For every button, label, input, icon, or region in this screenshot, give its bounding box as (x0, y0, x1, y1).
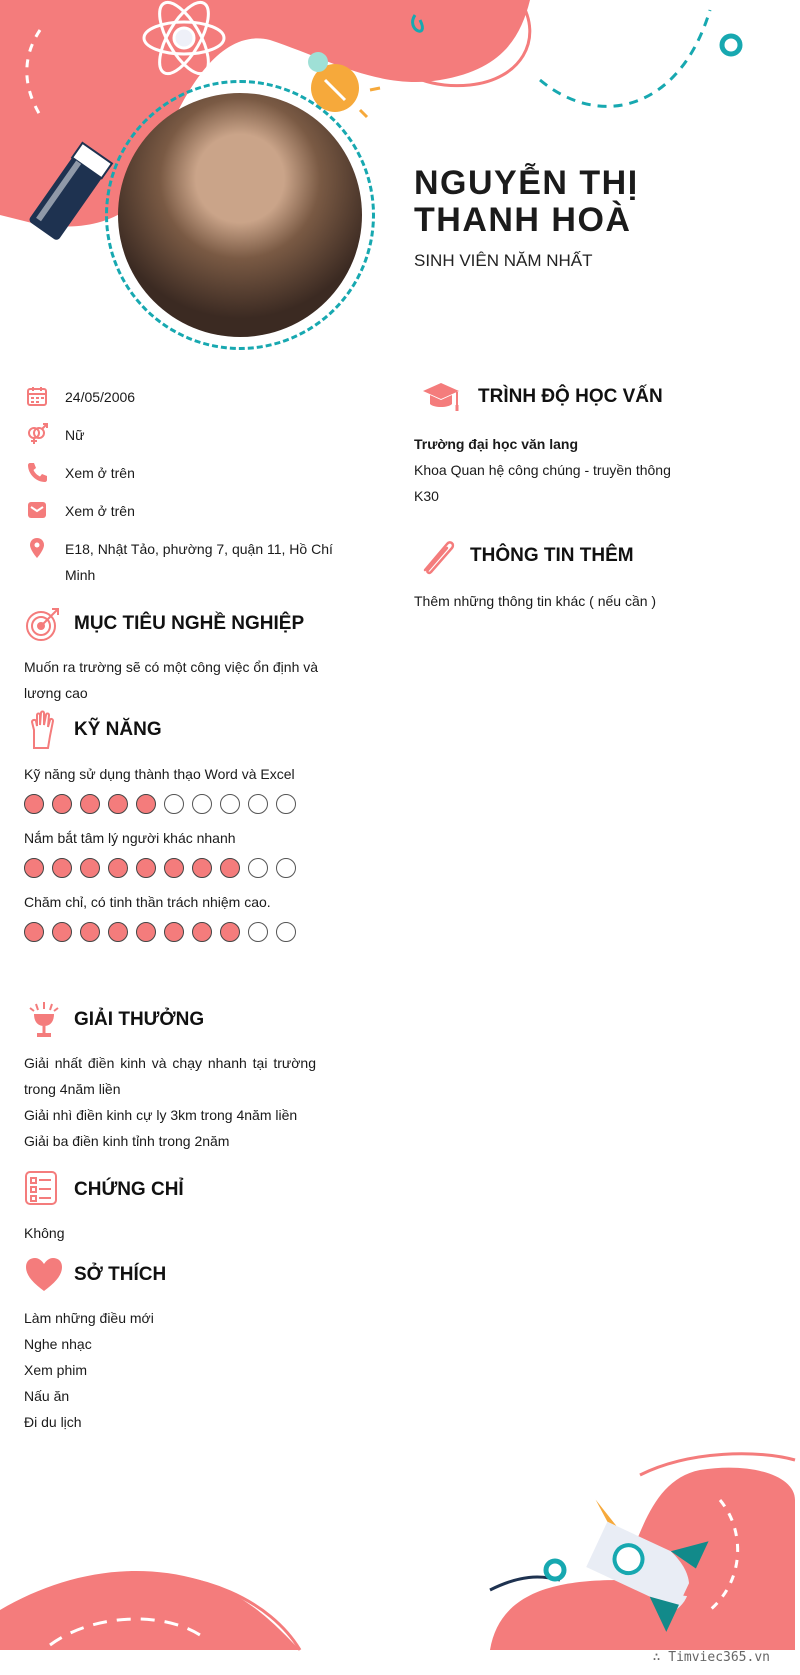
education-section (414, 377, 754, 509)
awards-title: GIẢI THƯỞNG (74, 1009, 205, 1030)
rating-dot-filled (164, 922, 184, 942)
objective-header (24, 604, 324, 644)
rating-dot-filled (108, 794, 128, 814)
heart-icon (24, 1255, 64, 1295)
rating-dot-filled (80, 858, 100, 878)
faculty-name: Khoa Quan hệ công chúng - truyền thông (414, 462, 671, 478)
certificates-section (24, 1170, 324, 1246)
hand-icon (24, 710, 64, 750)
skill-label: Kỹ năng sử dụng thành thạo Word và Excel (24, 766, 295, 782)
rating-dot-filled (52, 858, 72, 878)
checklist-icon (24, 1170, 64, 1210)
contact-list (26, 384, 346, 600)
extra-text: Thêm những thông tin khác ( nếu cần ) (414, 593, 657, 609)
rating-dot-filled (220, 858, 240, 878)
objective-text: Muốn ra trường sẽ có một công việc ổn định và lương cao (24, 659, 319, 701)
skill-rating (24, 794, 324, 814)
bottom-left-blob (0, 1571, 300, 1650)
rating-dot-empty (220, 794, 240, 814)
target-icon (24, 604, 64, 644)
location-icon (26, 537, 48, 559)
contact-item-email (26, 498, 346, 524)
rating-dot-empty (248, 858, 268, 878)
avatar-frame (105, 80, 375, 350)
rating-dot-filled (52, 794, 72, 814)
school-name: Trường đại học văn lang (414, 436, 579, 452)
watermark: ∴ Timviec365.vn (652, 1650, 770, 1665)
contact-item-phone (26, 460, 346, 486)
certificates-text: Không (24, 1225, 65, 1241)
extra-title: THÔNG TIN THÊM (470, 545, 634, 566)
rating-dot-empty (276, 922, 296, 942)
rating-dot-filled (192, 922, 212, 942)
gender-icon (26, 423, 48, 445)
skill-rating (24, 858, 324, 878)
rating-dot-filled (80, 922, 100, 942)
rating-dot-filled (136, 858, 156, 878)
hobby-item: Làm những điều mới (24, 1310, 154, 1326)
awards-section (24, 1000, 316, 1154)
hobby-item: Nghe nhạc (24, 1336, 92, 1352)
rating-dot-empty (248, 922, 268, 942)
rating-dot-filled (108, 858, 128, 878)
rating-dot-filled (136, 794, 156, 814)
skills-header (24, 710, 324, 750)
hobbies-section (24, 1255, 324, 1435)
objective-title: MỤC TIÊU NGHỀ NGHIỆP (74, 613, 305, 634)
skill-label: Nắm bắt tâm lý người khác nhanh (24, 830, 236, 846)
rating-dot-filled (24, 794, 44, 814)
certificates-header (24, 1170, 324, 1210)
gender-text: Nữ (65, 427, 85, 443)
rating-dot-filled (192, 858, 212, 878)
phone-icon (26, 461, 48, 483)
certificates-title: CHỨNG CHỈ (74, 1179, 184, 1200)
rating-dot-filled (164, 858, 184, 878)
skill-label: Chăm chỉ, có tinh thần trách nhiệm cao. (24, 894, 271, 910)
trophy-icon (24, 1000, 64, 1040)
skill-item (24, 764, 324, 814)
rating-dot-empty (192, 794, 212, 814)
email-icon (26, 499, 48, 521)
graduation-cap-icon (414, 377, 468, 417)
calendar-icon (26, 385, 48, 407)
contact-item-gender (26, 422, 346, 448)
rating-dot-filled (80, 794, 100, 814)
skill-rating (24, 922, 324, 942)
education-header (414, 377, 754, 417)
hobby-item: Xem phim (24, 1362, 88, 1378)
contact-item-birthday (26, 384, 346, 410)
extra-header (414, 536, 754, 576)
award-item: Giải nhất điền kinh và chạy nhanh tại trường trong 4năm liền (24, 1055, 316, 1097)
skills-title: KỸ NĂNG (74, 719, 162, 740)
award-item: Giải nhì điền kinh cự ly 3km trong 4năm liền (24, 1107, 298, 1123)
awards-header (24, 1000, 316, 1040)
course-name: K30 (414, 488, 439, 504)
rating-dot-filled (136, 922, 156, 942)
award-item: Giải ba điền kinh tỉnh trong 2năm (24, 1133, 230, 1149)
hobby-item: Nấu ăn (24, 1388, 70, 1404)
extra-section (414, 536, 754, 614)
education-title: TRÌNH ĐỘ HỌC VẤN (478, 386, 663, 407)
address-text: E18, Nhật Tảo, phường 7, quận 11, Hồ Chí Minh (65, 541, 333, 583)
skills-section (24, 710, 324, 942)
contact-item-address (26, 536, 346, 588)
paperclip-icon (414, 536, 460, 576)
rating-dot-filled (52, 922, 72, 942)
hobbies-title: SỞ THÍCH (74, 1264, 167, 1285)
skill-item (24, 828, 324, 878)
rating-dot-empty (248, 794, 268, 814)
skill-item (24, 892, 324, 942)
hobbies-header (24, 1255, 324, 1295)
birthday-text: 24/05/2006 (65, 389, 136, 405)
hobby-item: Đi du lịch (24, 1414, 82, 1430)
phone-text: Xem ở trên (65, 465, 135, 481)
objective-section (24, 604, 324, 706)
rating-dot-empty (164, 794, 184, 814)
rating-dot-empty (276, 858, 296, 878)
rating-dot-empty (276, 794, 296, 814)
rating-dot-filled (24, 858, 44, 878)
candidate-name: NGUYỄN THỊ THANH HOÀ (414, 164, 639, 239)
rating-dot-filled (24, 922, 44, 942)
rating-dot-filled (220, 922, 240, 942)
avatar (118, 93, 362, 337)
rating-dot-filled (108, 922, 128, 942)
candidate-title: SINH VIÊN NĂM NHẤT (414, 251, 593, 270)
email-text: Xem ở trên (65, 503, 135, 519)
